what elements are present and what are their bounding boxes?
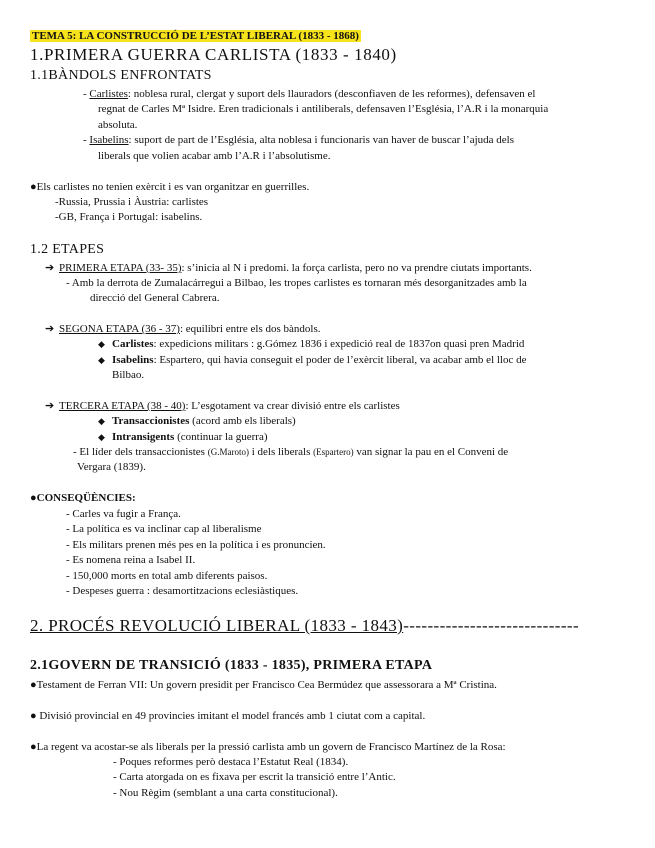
subsection-2-1-title: 2.1GOVERN DE TRANSICIÓ (1833 - 1835), PRIMERA ETAPA xyxy=(30,658,433,673)
etapa-1-detail-2: direcció del General Cabrera. xyxy=(90,292,220,304)
topic-header xyxy=(30,29,361,43)
carlistes-line-2: regnat de Carles Mª Isidre. Eren tradicionals i antiliberals, defensaven l’Església, l’A.R i la monarquia xyxy=(98,103,549,115)
transaccionistes-label: Transaccionistes xyxy=(112,415,190,427)
diamond-bullet-icon: ◆ xyxy=(98,432,105,442)
etapa-3-label: TERCERA ETAPA (38 - 40) xyxy=(59,400,186,412)
etapa-2-carlistes xyxy=(98,337,524,351)
consequences-title: ●CONSEQÜÈNCIES: xyxy=(30,492,136,504)
etapa-1-line xyxy=(45,261,532,275)
isabelins-label: Isabelins xyxy=(89,134,129,146)
isabelins-line-2: liberals que volien acabar amb l’A.R i l’absolutisme. xyxy=(98,150,331,162)
list-item: - Carta atorgada on es fixava per escrit la transició entre l’Antic. xyxy=(113,771,396,783)
bullet-regent-text: La regent va acostar-se als liberals per la pressió carlista amb un govern de Francisco Martínez de la Rosa: xyxy=(36,741,506,753)
subsection-1-1-title: 1.1BÀNDOLS ENFRONTATS xyxy=(30,68,212,83)
etapa-2-isabelins xyxy=(98,353,527,367)
etapa-3-detail-1 xyxy=(73,445,508,459)
carlistes-text: : noblesa rural, clergat y suport dels llauradors (desconfiaven de les reformes), defensaven el xyxy=(127,88,536,100)
detail-part-e: van signar la pau en el Conveni de xyxy=(353,446,509,458)
diamond-bullet-icon: ◆ xyxy=(98,355,105,365)
isabelins-line-1: - Isabelins: suport de part de l’Església, alta noblesa i funcionaris van haver de buscar l’ajuda dels xyxy=(83,134,515,146)
etapa-2-isabelins-cont: Bilbao. xyxy=(112,369,145,381)
topic-title: TEMA 5: LA CONSTRUCCIÓ DE L’ESTAT LIBERAL (1833 - 1868) xyxy=(32,30,359,42)
list-item: - Poques reformes però destaca l’Estatut Real (1834). xyxy=(113,756,349,768)
list-item: - Es nomena reina a Isabel II. xyxy=(66,554,196,566)
etapa-2-carlistes-text: : expedicions militars : g.Gómez 1836 i expedició real de 1837on quasi pren Madrid xyxy=(153,338,525,350)
etapa-3-intransigents xyxy=(98,430,268,444)
etapa-3-transaccionistes xyxy=(98,414,296,428)
carlistes-note-text: Els carlistes no tenien exèrcit i es van organitzar en guerrilles. xyxy=(36,181,310,193)
carlistes-line-3: absoluta. xyxy=(98,119,138,131)
etapa-2-isabelins-label: Isabelins xyxy=(112,354,154,366)
list-item: - Nou Règim (semblant a una carta constitucional). xyxy=(113,787,338,799)
etapa-3-line xyxy=(45,399,400,413)
diamond-bullet-icon: ◆ xyxy=(98,416,105,426)
detail-part-b: (G.Maroto) xyxy=(207,447,249,457)
detail-part-c: i dels liberals xyxy=(248,446,314,458)
list-item: - 150,000 morts en total amb diferents paisos. xyxy=(66,570,268,582)
arrow-right-icon: ➔ xyxy=(45,400,55,412)
etapa-1-text: : s’inicia al N i predomi. la força carlista, pero no va prendre ciutats importants. xyxy=(181,262,532,274)
etapa-1-detail-1: - Amb la derrota de Zumalacárregui a Bilbao, les tropes carlistes es tornaran més desorganitzades amb la xyxy=(66,277,527,289)
list-item: - Els militars prenen més pes en la política i es pronuncien. xyxy=(66,539,326,551)
etapa-2-carlistes-label: Carlistes xyxy=(112,338,154,350)
transaccionistes-text: (acord amb els liberals) xyxy=(189,415,296,427)
bullet-regent: ●La regent va acostar-se als liberals per la pressió carlista amb un govern de Francisco Martínez de la Rosa: xyxy=(30,741,506,753)
section-2-title xyxy=(30,616,579,636)
bullet-testament-text: Testament de Ferran VII: Un govern presidit per Francisco Cea Bermúdez que assessorara a Mª Cristina. xyxy=(36,679,497,691)
detail-part-a: - El líder dels transaccionistes xyxy=(73,446,208,458)
etapa-2-isabelins-text: : Espartero, qui havia conseguit el poder de l’exèrcit liberal, va acabar amb el lloc de xyxy=(153,354,527,366)
etapa-2-text: : equilibri entre els dos bàndols. xyxy=(179,323,321,335)
section-2-dashes: ----------------------------- xyxy=(403,616,580,635)
etapa-3-text: : L’esgotament va crear divisió entre els carlistes xyxy=(185,400,400,412)
diamond-bullet-icon: ◆ xyxy=(98,339,105,349)
carlistes-label: Carlistes xyxy=(89,88,128,100)
consequences-title-text: CONSEQÜÈNCIES: xyxy=(36,492,136,504)
carlistes-note: ●Els carlistes no tenien exèrcit i es van organitzar en guerrilles. xyxy=(30,181,310,193)
list-item: - Despeses guerra : desamortitzacions eclesiàstiques. xyxy=(66,585,299,597)
subsection-1-2-title: 1.2 ETAPES xyxy=(30,242,105,257)
bullet-testament: ●Testament de Ferran VII: Un govern presidit per Francisco Cea Bermúdez que assessorara a Mª Cristina. xyxy=(30,679,497,691)
bullet-divisio-text: Divisió provincial en 49 provincies imitant el model francés amb 1 ciutat com a capital. xyxy=(36,710,426,722)
etapa-1-label: PRIMERA ETAPA (33- 35) xyxy=(59,262,182,274)
etapa-3-detail-2: Vergara (1839). xyxy=(77,461,146,473)
intransigents-text: (continuar la guerra) xyxy=(174,431,268,443)
list-item: - La política es va inclinar cap al liberalisme xyxy=(66,523,262,535)
carlistes-line-1: - Carlistes: noblesa rural, clergat y suport dels llauradors (desconfiaven de les reformes), defensaven el xyxy=(83,88,536,100)
section-1-title: 1.PRIMERA GUERRA CARLISTA (1833 - 1840) xyxy=(30,45,397,64)
bullet-divisio: ● Divisió provincial en 49 provincies imitant el model francés amb 1 ciutat com a capital. xyxy=(30,710,426,722)
arrow-right-icon: ➔ xyxy=(45,262,55,274)
section-2-title-text: 2. PROCÉS REVOLUCIÓ LIBERAL (1833 - 1843) xyxy=(30,616,404,635)
support-isabelins: -GB, França i Portugal: isabelins. xyxy=(55,211,203,223)
arrow-right-icon: ➔ xyxy=(45,323,55,335)
support-carlistes: -Russia, Prussia i Àustria: carlistes xyxy=(55,196,209,208)
detail-part-d: (Espartero) xyxy=(313,447,354,457)
list-item: - Carles va fugir a França. xyxy=(66,508,181,520)
isabelins-text: : suport de part de l’Església, alta noblesa i funcionaris van haver de buscar l’ajuda dels xyxy=(128,134,515,146)
intransigents-label: Intransigents xyxy=(112,431,175,443)
etapa-2-label: SEGONA ETAPA (36 - 37) xyxy=(59,323,180,335)
etapa-2-line xyxy=(45,322,320,336)
